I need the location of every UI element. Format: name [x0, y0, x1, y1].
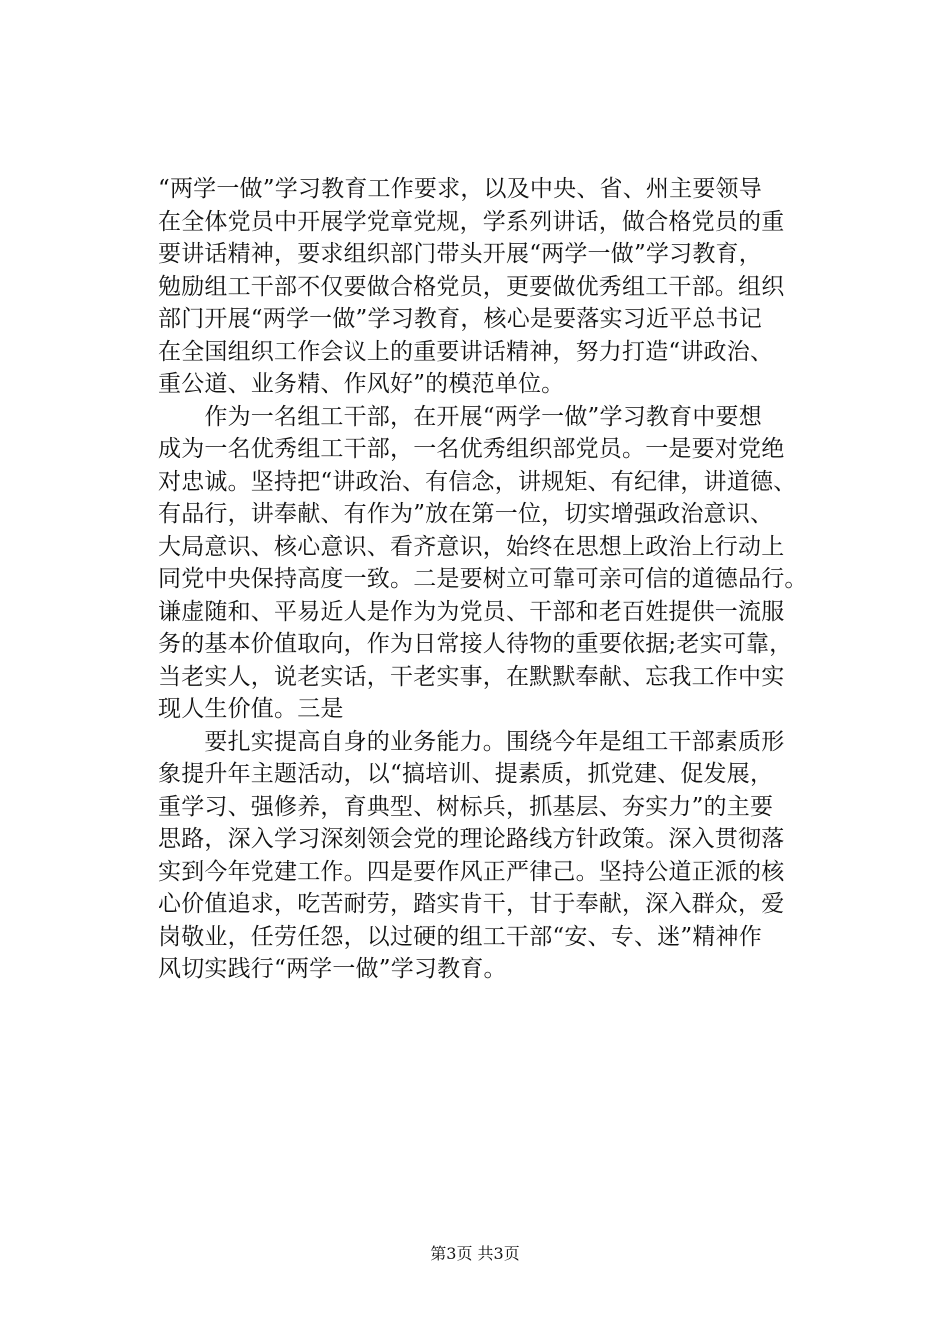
document-body: [158, 173, 808, 986]
text-line: 同党中央保持高度一致。二是要树立可靠可亲可信的道德品行。: [158, 566, 808, 592]
text-line: 心价值追求，吃苦耐劳，踏实肯干，甘于奉献，深入群众，爱: [158, 891, 785, 917]
text-line: 有品行，讲奉献、有作为”放在第一位，切实增强政治意识、: [158, 501, 774, 527]
text-line: 思路，深入学习深刻领会党的理论路线方针政策。深入贯彻落: [158, 826, 785, 852]
text-line: 部门开展“两学一做”学习教育，核心是要落实习近平总书记: [158, 306, 762, 332]
text-line: 谦虚随和、平易近人是作为为党员、干部和老百姓提供一流服: [158, 598, 785, 625]
text-line: 岗敬业，任劳任怨，以过硬的组工干部“安、专、迷”精神作: [158, 923, 762, 950]
text-line: 作为一名组工干部，在开展“两学一做”学习教育中要想: [158, 403, 762, 430]
text-line: 在全国组织工作会议上的重要讲话精神，努力打造“讲政治、: [158, 338, 774, 365]
text-line: 务的基本价值取向，作为日常接人待物的重要依据;老实可靠，: [158, 631, 793, 657]
text-line: 对忠诚。坚持把“讲政治、有信念，讲规矩、有纪律，讲道德、: [158, 468, 797, 495]
text-line: 勉励组工干部不仅要做合格党员，更要做优秀组工干部。组织: [158, 273, 785, 300]
text-line: “两学一做”学习教育工作要求，以及中央、省、州主要领导: [158, 176, 762, 202]
text-line: 大局意识、核心意识、看齐意识，始终在思想上政治上行动上: [158, 533, 785, 560]
text-line: 实到今年党建工作。四是要作风正严律己。坚持公道正派的核: [158, 858, 785, 885]
page-footer: [0, 1244, 950, 1264]
text-line: 象提升年主题活动，以“搞培训、提素质，抓党建、促发展，: [158, 761, 774, 787]
text-line: 成为一名优秀组工干部，一名优秀组织部党员。一是要对党绝: [158, 436, 785, 462]
text-line: 要扎实提高自身的业务能力。围绕今年是组工干部素质形: [158, 728, 785, 755]
text-line: 风切实践行“两学一做”学习教育。: [158, 956, 507, 982]
text-line: 重公道、业务精、作风好”的模范单位。: [158, 371, 565, 397]
text-line: 重学习、强修养，育典型、树标兵，抓基层、夯实力”的主要: [158, 793, 774, 820]
text-line: 现人生价值。三是: [158, 696, 344, 722]
text-line: 要讲话精神，要求组织部门带头开展“两学一做”学习教育，: [158, 241, 762, 267]
text-line: 当老实人，说老实话，干老实事，在默默奉献、忘我工作中实: [158, 663, 785, 690]
page-number-label: 第3页 共3页: [430, 1244, 520, 1263]
text-line: 在全体党员中开展学党章党规，学系列讲话，做合格党员的重: [158, 208, 785, 235]
